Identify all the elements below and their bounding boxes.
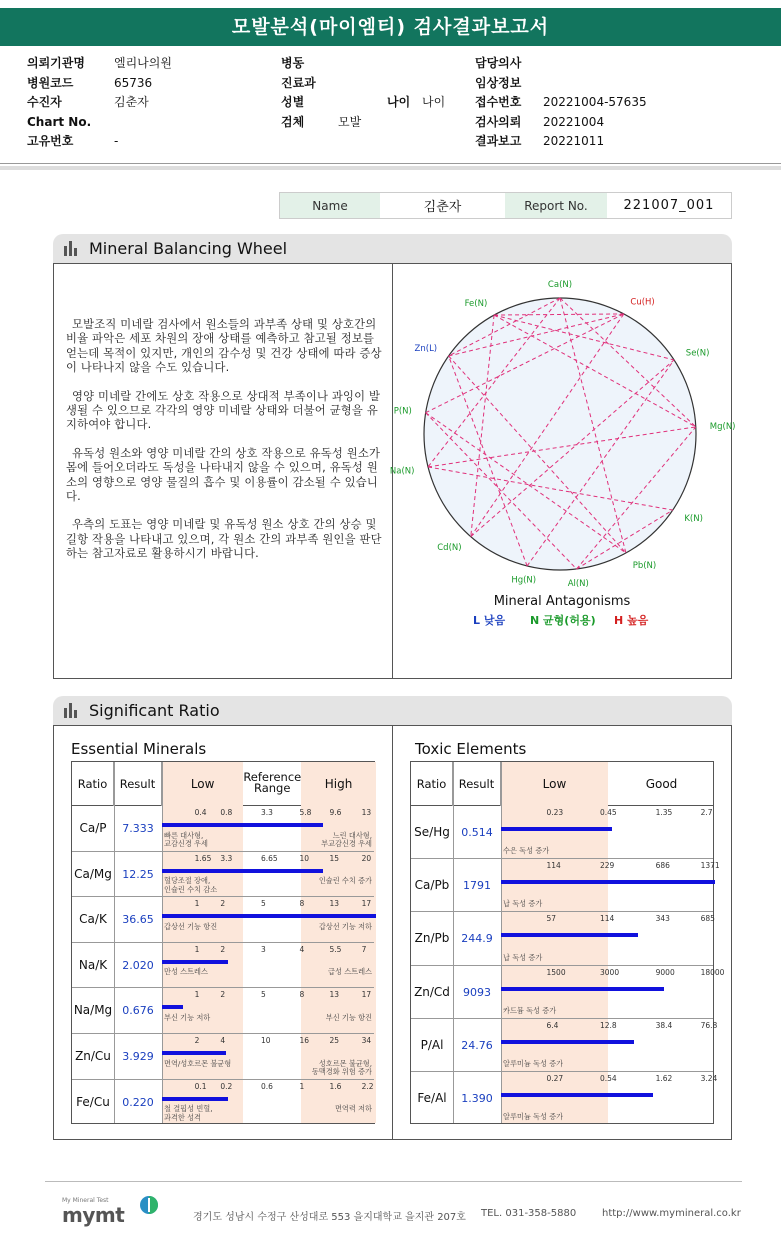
tick-label: 17 <box>361 899 372 909</box>
wheel-node-label: Al(N) <box>567 578 589 589</box>
info-label: 결과보고 <box>475 134 522 148</box>
tick-label: 8 <box>299 990 305 1000</box>
tick-label: 4 <box>220 1036 226 1045</box>
right-desc: 성호르몬 불균형, 동맥경화 위험 증가 <box>311 1058 372 1077</box>
tick-label: 10 <box>261 1036 271 1045</box>
risk-desc: 카드뮴 독성 증가 <box>503 1005 557 1015</box>
tick-label: 16 <box>299 1036 310 1045</box>
tick-label: 9.6 <box>329 808 342 817</box>
legend-low: L 낮음 <box>473 614 506 627</box>
ratio-name: Se/Hg <box>414 825 450 839</box>
wheel-node-label: Cd(N) <box>437 543 462 554</box>
ratio-row <box>72 943 374 989</box>
ratio-name: Zn/Pb <box>414 931 450 946</box>
tick-label: 5.5 <box>329 944 342 954</box>
wheel-section-title: Mineral Balancing Wheel <box>89 239 288 258</box>
tick-label: 1500 <box>546 967 566 977</box>
tick-label: 114 <box>546 861 561 871</box>
info-label: 병동 <box>281 56 305 70</box>
footer-url[interactable]: http://www.mymineral.co.kr <box>602 1208 741 1219</box>
essential-title: Essential Minerals <box>71 740 207 758</box>
info-label: 고유번호 <box>27 134 74 148</box>
ratio-bar <box>501 1093 653 1097</box>
tick-label: 685 <box>700 914 715 924</box>
info-row <box>27 113 172 133</box>
tick-label: 17 <box>361 990 372 1000</box>
wheel-title: Mineral Antagonisms <box>493 594 631 609</box>
footer-tel: TEL. 031-358-5880 <box>481 1208 577 1219</box>
tick-label: 3.3 <box>220 853 233 863</box>
age-label: 나이 <box>387 95 411 109</box>
tick-label: 343 <box>655 914 670 924</box>
info-row <box>27 93 172 113</box>
ratio-bar <box>162 1097 228 1101</box>
risk-desc: 납 독성 증가 <box>503 952 543 962</box>
tick-label: 2 <box>220 899 226 909</box>
tick-label: 57 <box>546 914 557 924</box>
ratio-bar <box>162 1051 226 1055</box>
ratio-value: 24.76 <box>461 1038 493 1052</box>
ratio-row <box>411 912 713 965</box>
header-low: Low <box>542 777 567 791</box>
tick-label: 34 <box>361 1036 372 1045</box>
ratio-name: Ca/P <box>79 821 107 835</box>
name-box <box>279 192 732 219</box>
name-value: 김춘자 <box>423 200 462 215</box>
tick-label: 0.54 <box>600 1074 617 1083</box>
ratio-row <box>72 1034 374 1080</box>
wheel-node-label: Na(N) <box>389 466 415 477</box>
info-row <box>475 113 647 133</box>
tick-label: 0.4 <box>194 808 207 817</box>
bar-chart-icon <box>64 703 80 718</box>
wheel-node-label: Ca(N) <box>547 280 573 290</box>
wheel-paragraph: 모발조직 미네랄 검사에서 원소들의 과부족 상태 및 상호간의 비율 파악은 세포 차원의 장애 상태를 예측하고 참고될 정보를 얻는데 목적이 있지만, 개인의 감수성 및 건강 상태에 따라 증상이 나타나지 않을 수도 있습니다. <box>66 318 382 375</box>
info-label: 담당의사 <box>475 56 522 70</box>
ratio-name: Zn/Cd <box>414 984 450 999</box>
wheel-circle <box>424 298 696 570</box>
tick-label: 686 <box>655 861 670 871</box>
tick-label: 0.45 <box>600 808 617 817</box>
tick-label: 1 <box>194 899 200 909</box>
footer-divider <box>45 1181 742 1182</box>
tick-label: 38.4 <box>655 1020 673 1030</box>
ratio-bar <box>501 827 612 831</box>
info-row <box>281 74 361 94</box>
report-no-label: Report No. <box>505 193 607 218</box>
ratio-name: Fe/Cu <box>76 1094 110 1109</box>
ratio-name: Zn/Cu <box>75 1049 111 1063</box>
tick-label: 1 <box>299 1081 305 1091</box>
tick-label: 2 <box>220 944 226 954</box>
bar-chart-icon <box>64 241 80 256</box>
ratio-row <box>411 1072 718 1125</box>
header-result: Result <box>114 762 162 806</box>
ratio-bar <box>501 1040 634 1044</box>
right-desc: 면역력 저하 <box>334 1104 372 1114</box>
wheel-node-label: K(N) <box>684 513 703 524</box>
tick-label: 1371 <box>700 861 720 871</box>
ratio-name: Na/K <box>78 957 108 972</box>
wheel-node-label: P(N) <box>393 406 412 417</box>
info-label: Chart No. <box>27 114 92 129</box>
header-divider-shadow <box>0 166 781 170</box>
info-col-1 <box>27 54 172 152</box>
tick-label: 3000 <box>600 967 620 977</box>
toxic-table <box>410 761 725 1124</box>
wheel-node-label: Hg(N) <box>511 575 537 586</box>
tick-label: 12.8 <box>600 1020 617 1030</box>
wheel-paragraph: 영양 미네랄 간에도 상호 작용으로 상대적 부족이나 과잉이 발생될 수 있으므로 각각의 영양 미네랄 상태와 더불어 균형을 유지하여야 합니다. <box>66 389 381 432</box>
ratio-name: Ca/Pb <box>414 878 450 893</box>
info-row <box>27 54 172 74</box>
tick-label: 3.24 <box>700 1074 718 1083</box>
info-value: 65736 <box>114 75 153 90</box>
ratio-bar <box>162 960 228 964</box>
left-desc: 철 결핍성 빈혈, 과격한 성격 <box>164 1104 213 1122</box>
ratio-row <box>411 806 713 859</box>
tick-label: 2 <box>194 1036 200 1045</box>
age-field <box>387 93 445 113</box>
ratio-name: P/Al <box>420 1037 444 1052</box>
tick-label: 76.8 <box>700 1020 718 1030</box>
left-desc: 빠른 대사형, 교감신경 우세 <box>164 830 208 849</box>
tick-label: 1.65 <box>194 853 212 863</box>
info-col-2 <box>281 54 361 132</box>
tick-label: 5 <box>261 899 266 909</box>
ratio-name: Fe/Al <box>417 1091 447 1105</box>
wheel-node-label: Mg(N) <box>709 422 736 433</box>
tick-label: 25 <box>329 1036 340 1045</box>
ratio-bar <box>162 823 323 827</box>
header-divider <box>0 163 781 164</box>
info-label: 수진자 <box>27 95 62 109</box>
left-desc: 만성 스트레스 <box>164 967 208 977</box>
logo-leaf-icon <box>138 1194 160 1216</box>
tick-label: 2.2 <box>361 1081 374 1091</box>
ratio-value: 12.25 <box>122 867 154 881</box>
tick-label: 229 <box>600 861 615 871</box>
ratio-name: Ca/Mg <box>74 866 112 881</box>
info-row <box>27 74 172 94</box>
wheel-node-label: Fe(N) <box>464 298 488 309</box>
ratio-section-header <box>53 696 732 725</box>
left-desc: 부신 기능 저하 <box>164 1012 211 1022</box>
tick-label: 3 <box>261 944 266 954</box>
tick-label: 5 <box>261 990 266 1000</box>
tick-label: 0.23 <box>546 808 564 817</box>
ratio-panel-divider <box>392 725 393 1140</box>
tick-label: 13 <box>329 899 340 909</box>
left-desc: 혈당조절 장애, 인슐린 수치 감소 <box>164 876 218 894</box>
info-label: 성별 <box>281 95 305 109</box>
wheel-node-label: Cu(H) <box>630 297 655 308</box>
right-desc: 부신 기능 항진 <box>325 1012 372 1022</box>
tick-label: 8 <box>299 899 305 909</box>
ratio-value: 3.929 <box>122 1050 154 1063</box>
info-col-3 <box>475 54 647 152</box>
ratio-bar <box>501 880 715 884</box>
ratio-value: 244.9 <box>461 932 493 946</box>
ratio-bar <box>501 987 664 991</box>
tick-label: 114 <box>600 914 615 924</box>
ratio-bar <box>162 914 376 918</box>
ratio-value: 2.020 <box>122 958 154 972</box>
logo-small-text: My Mineral Test <box>62 1197 109 1204</box>
ratio-row <box>72 852 374 898</box>
info-value: 엘리나의원 <box>114 56 172 70</box>
info-label: 접수번호 <box>475 95 522 109</box>
ratio-value: 36.65 <box>122 913 154 927</box>
logo: mymt <box>62 1203 125 1227</box>
info-value: 20221004-57635 <box>543 95 647 109</box>
tick-label: 0.27 <box>546 1074 564 1083</box>
ratio-row <box>411 1019 718 1072</box>
info-label: 검사의뢰 <box>475 114 522 129</box>
risk-desc: 알루미늄 독성 증가 <box>503 1058 564 1068</box>
info-label: 병원코드 <box>27 75 74 90</box>
info-value: 모발 <box>338 114 362 129</box>
info-row <box>475 54 647 74</box>
left-desc: 면역/성호르몬 불균형 <box>164 1058 232 1068</box>
tick-label: 1.6 <box>329 1081 342 1091</box>
header-ratio: Ratio <box>72 762 114 806</box>
info-row <box>475 93 647 113</box>
ratio-name: Na/Mg <box>73 1003 113 1018</box>
ratio-section-title: Significant Ratio <box>89 701 220 720</box>
info-row <box>281 54 361 74</box>
info-label: 검체 <box>281 114 305 129</box>
ratio-value: 7.333 <box>122 822 154 835</box>
ratio-bar <box>162 869 323 873</box>
header-low: Low <box>190 777 215 791</box>
tick-label: 10 <box>299 853 310 863</box>
ratio-value: 1.390 <box>461 1092 493 1105</box>
tick-label: 2 <box>220 990 226 1000</box>
legend-normal: N 균형(허용) <box>530 614 596 627</box>
ratio-row <box>411 966 725 1019</box>
info-label: 임상정보 <box>475 75 522 90</box>
left-desc: 갑상선 기능 항진 <box>164 921 218 931</box>
header-result: Result <box>453 762 501 806</box>
age-value: 나이 <box>422 95 446 109</box>
wheel-node-label: Se(N) <box>685 348 710 359</box>
header-high: High <box>324 777 353 791</box>
info-value: 20221004 <box>543 114 605 129</box>
tick-label: 0.8 <box>220 808 233 817</box>
info-row <box>27 132 172 152</box>
tick-label: 15 <box>329 853 340 863</box>
wheel-paragraph: 우측의 도표는 영양 미네랄 및 유독성 원소 상호 간의 상승 및 길항 작용을 나타내고 있으며, 각 원소 간의 과부족 원인을 판단하는 참고자료로 활용하시기 바랍니다. <box>66 518 382 561</box>
ratio-row <box>72 1080 374 1126</box>
tick-label: 3.3 <box>261 808 273 817</box>
right-desc: 느린 대사형, 부교감신경 우세 <box>321 830 372 849</box>
tick-label: 7 <box>361 944 367 954</box>
tick-label: 1 <box>194 944 200 954</box>
tick-label: 13 <box>329 990 340 1000</box>
wheel-description <box>66 318 384 576</box>
tick-label: 6.4 <box>546 1020 559 1030</box>
ratio-bar <box>162 1005 183 1009</box>
tick-label: 0.1 <box>194 1081 207 1091</box>
tick-label: 1 <box>194 990 200 1000</box>
toxic-title: Toxic Elements <box>415 740 527 758</box>
wheel-node-label: Pb(N) <box>632 561 657 572</box>
tick-label: 1.35 <box>655 808 673 817</box>
tick-label: 20 <box>361 853 372 863</box>
right-desc: 급성 스트레스 <box>328 967 372 977</box>
tick-label: 6.65 <box>261 853 278 863</box>
ratio-value: 0.220 <box>122 1095 154 1109</box>
wheel-section-header <box>53 234 732 263</box>
essential-table <box>71 761 375 1124</box>
header-ratio: Ratio <box>411 762 453 806</box>
ratio-name: Ca/K <box>79 912 107 927</box>
tick-label: 9000 <box>655 967 675 977</box>
header-good: Good <box>645 777 678 791</box>
info-row <box>281 113 361 133</box>
info-row <box>281 93 361 113</box>
tick-label: 18000 <box>700 967 725 977</box>
ratio-value: 1791 <box>463 879 491 893</box>
name-label: Name <box>280 193 380 218</box>
info-label: 진료과 <box>281 75 316 90</box>
ratio-row <box>72 988 374 1034</box>
risk-desc: 납 독성 증가 <box>503 899 543 909</box>
risk-desc: 알루미늄 독성 증가 <box>503 1112 564 1122</box>
info-row <box>475 74 647 94</box>
report-title: 모발분석(마이엠티) 검사결과보고서 <box>0 8 781 46</box>
ratio-value: 9093 <box>463 985 491 999</box>
right-desc: 갑상선 기능 저하 <box>318 921 372 931</box>
ratio-row <box>72 806 374 852</box>
risk-desc: 수은 독성 증가 <box>503 846 550 856</box>
tick-label: 5.8 <box>299 808 312 817</box>
tick-label: 13 <box>361 808 372 817</box>
tick-label: 4 <box>299 944 305 954</box>
tick-label: 1.62 <box>655 1074 673 1083</box>
tick-label: 0.2 <box>220 1081 233 1091</box>
wheel-node-label: Zn(L) <box>414 343 438 354</box>
tick-label: 0.6 <box>261 1081 273 1091</box>
legend-high: H 높음 <box>614 614 649 627</box>
ratio-row <box>411 859 720 912</box>
right-desc: 인슐린 수치 증가 <box>318 876 372 886</box>
ratio-row <box>72 897 374 943</box>
ratio-bar <box>501 933 638 937</box>
footer-address: 경기도 성남시 수정구 산성대로 553 을지대학교 을지관 207호 <box>193 1212 466 1223</box>
header-reference: Reference Range <box>243 770 302 795</box>
tick-label: 2.7 <box>700 808 713 817</box>
ratio-value: 0.676 <box>122 1004 154 1018</box>
report-no-value: 221007_001 <box>623 198 715 213</box>
info-label: 의뢰기관명 <box>27 56 85 70</box>
info-value: 20221011 <box>543 134 605 148</box>
info-value: 김춘자 <box>114 95 149 109</box>
info-value: - <box>114 134 119 148</box>
ratio-value: 0.514 <box>461 826 493 839</box>
info-row <box>475 132 647 152</box>
wheel-paragraph: 유독성 원소와 영양 미네랄 간의 상호 작용으로 유독성 원소가 몸에 들어오더라도 독성을 나타내지 않을 수 있으며, 유독성 원소의 영향으로 영양 물질의 흡수 및 이용률이 감소될 수 있습니다. <box>66 446 381 504</box>
